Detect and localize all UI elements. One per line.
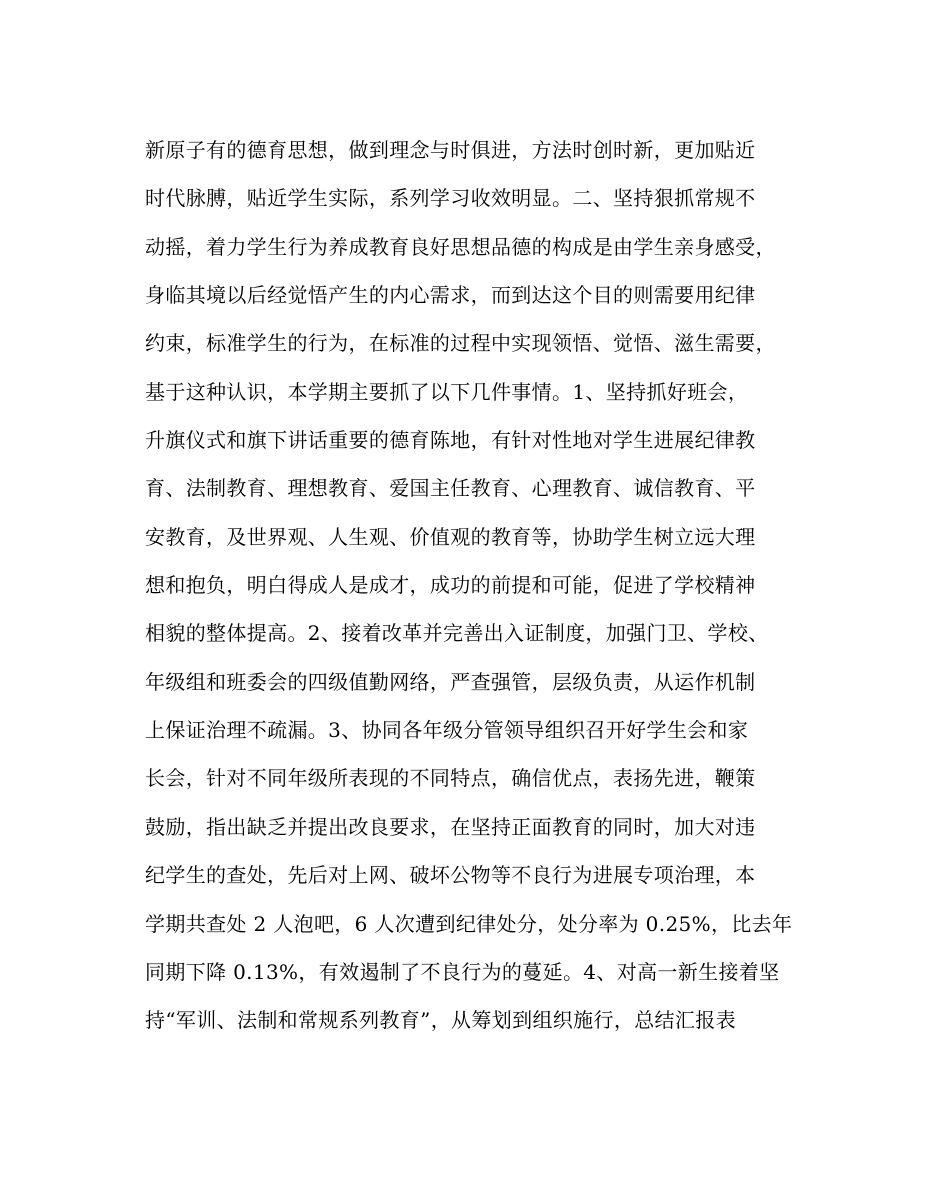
text-line: 基于这种认识，本学期主要抓了以下几件事情。1、坚持抓好班会， [145, 379, 749, 404]
text-line: 年级组和班委会的四级值勤网络，严查强管，层级负责，从运作机制 [145, 669, 756, 694]
text-line: 上保证治理不疏漏。3、协同各年级分管领导组织召开好学生会和家 [145, 718, 749, 743]
text-line: 动摇，着力学生行为养成教育良好思想品德的构成是由学生亲身感受， [145, 234, 776, 259]
text-line: 想和抱负，明白得成人是成才，成功的前提和可能，促进了学校精神 [145, 573, 756, 598]
text-line: 新原子有的德育思想，做到理念与时俱进，方法时创时新，更加贴近 [145, 138, 756, 162]
text-line: 升旗仪式和旗下讲话重要的德育陈地，有针对性地对学生进展纪律教 [145, 428, 756, 453]
text-line: 持“军训、法制和常规系列教育”，从筹划到组织施行，总结汇报表 [145, 1008, 736, 1033]
text-line: 鼓励，指出缺乏并提出改良要求，在坚持正面教育的同时，加大对违 [145, 814, 756, 839]
body-text [145, 126, 835, 1045]
text-line: 学期共查处 2 人泡吧，6 人次遭到纪律处分，处分率为 0.25%，比去年 [145, 911, 793, 936]
text-line: 相貌的整体提高。2、接着改革并完善出入证制度，加强门卫、学校、 [145, 621, 769, 646]
text-line: 纪学生的查处，先后对上网、破坏公物等不良行为进展专项治理，本 [145, 863, 756, 888]
text-line: 长会，针对不同年级所表现的不同特点，确信优点，表扬先进，鞭策 [145, 766, 756, 791]
text-line: 时代脉膊，贴近学生实际，系列学习收效明显。二、坚持狠抓常规不 [145, 186, 756, 211]
text-line: 安教育，及世界观、人生观、价值观的教育等，协助学生树立远大理 [145, 524, 756, 549]
text-line: 身临其境以后经觉悟产生的内心需求，而到达这个目的则需要用纪律 [145, 283, 756, 308]
text-line: 约束，标准学生的行为，在标准的过程中实现领悟、觉悟、滋生需要， [145, 331, 776, 356]
text-line: 同期下降 0.13%，有效遏制了不良行为的蔓延。4、对高一新生接着坚 [145, 959, 780, 984]
text-line: 育、法制教育、理想教育、爱国主任教育、心理教育、诚信教育、平 [145, 476, 756, 501]
